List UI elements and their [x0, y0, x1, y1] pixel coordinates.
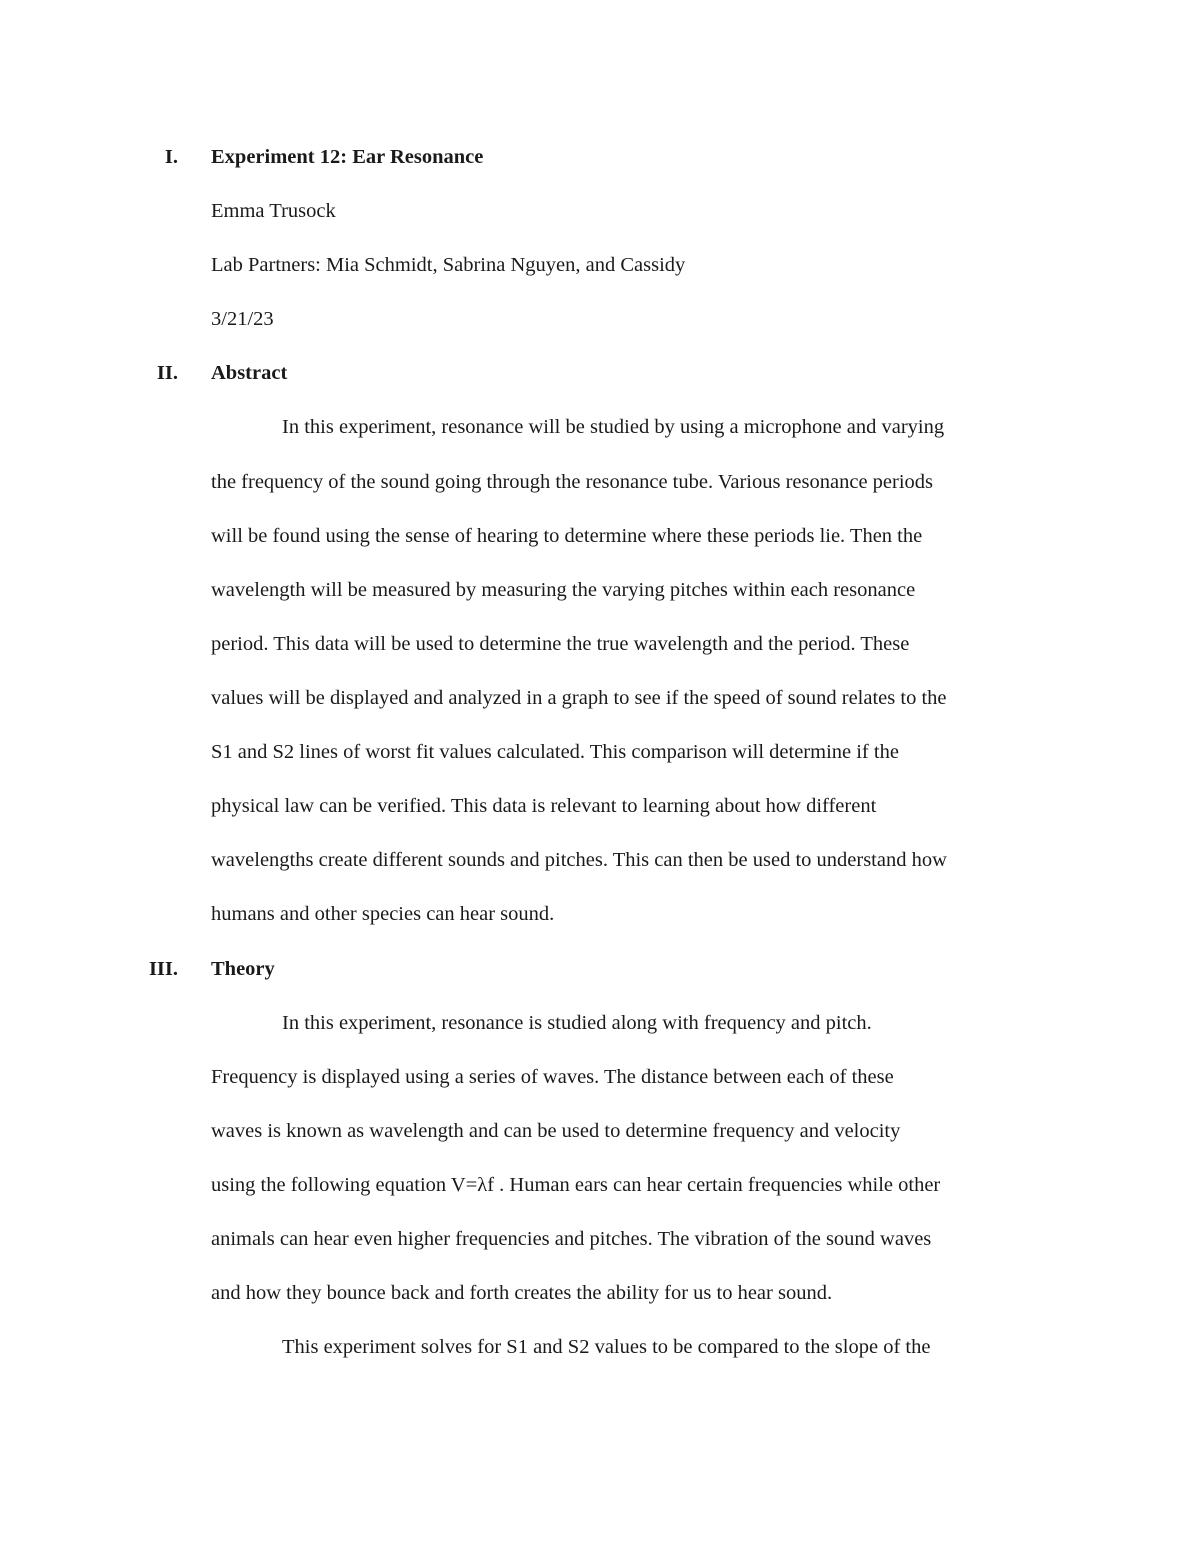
theory-line: and how they bounce back and forth creates the ability for us to hear sound. — [211, 1282, 833, 1304]
abstract-line: wavelengths create different sounds and pitches. This can then be used to understand how — [211, 849, 947, 871]
abstract-line: wavelength will be measured by measuring the varying pitches within each resonance — [211, 579, 916, 601]
abstract-line: physical law can be verified. This data is relevant to learning about how different — [211, 795, 877, 817]
theory-line: This experiment solves for S1 and S2 values to be compared to the slope of the — [282, 1336, 931, 1358]
abstract-line: will be found using the sense of hearing to determine where these periods lie. Then the — [211, 525, 923, 547]
theory-line: using the following equation V=λf . Human ears can hear certain frequencies while other — [211, 1174, 941, 1196]
abstract-line: period. This data will be used to determine the true wavelength and the period. These — [211, 633, 910, 655]
abstract-line: the frequency of the sound going through the resonance tube. Various resonance periods — [211, 471, 934, 493]
author-name: Emma Trusock — [211, 200, 336, 222]
lab-partners: Lab Partners: Mia Schmidt, Sabrina Nguyen, and Cassidy — [211, 254, 686, 276]
abstract-line: In this experiment, resonance will be studied by using a microphone and varying — [282, 416, 945, 438]
theory-line: In this experiment, resonance is studied along with frequency and pitch. — [282, 1012, 872, 1034]
theory-line: waves is known as wavelength and can be used to determine frequency and velocity — [211, 1120, 901, 1142]
theory-line: Frequency is displayed using a series of waves. The distance between each of these — [211, 1066, 894, 1088]
abstract-line: values will be displayed and analyzed in a graph to see if the speed of sound relates to the — [211, 687, 947, 709]
abstract-line: S1 and S2 lines of worst fit values calculated. This comparison will determine if the — [211, 741, 899, 763]
section-number-2: II. — [156, 362, 178, 384]
section-title-theory: Theory — [211, 958, 275, 980]
section-title-abstract: Abstract — [211, 362, 288, 384]
report-date: 3/21/23 — [211, 308, 274, 330]
section-number-3: III. — [148, 958, 178, 980]
section-number-1: I. — [164, 146, 178, 168]
theory-line: animals can hear even higher frequencies and pitches. The vibration of the sound waves — [211, 1228, 932, 1250]
abstract-line: humans and other species can hear sound. — [211, 903, 555, 925]
section-title-experiment: Experiment 12: Ear Resonance — [211, 146, 484, 168]
